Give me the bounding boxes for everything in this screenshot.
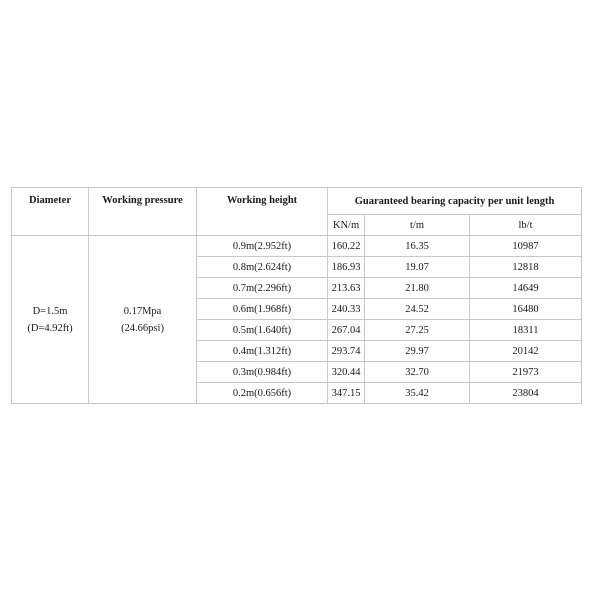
kn-per-m-cell: 186.93 <box>328 257 365 278</box>
header-diameter: Diameter <box>12 188 89 236</box>
t-per-m-cell: 21.80 <box>365 278 470 299</box>
t-per-m-cell: 29.97 <box>365 341 470 362</box>
diameter-metric: D=1.5m <box>32 305 68 317</box>
t-per-m-cell: 35.42 <box>365 383 470 404</box>
t-per-m-cell: 24.52 <box>365 299 470 320</box>
bearing-capacity-table <box>11 187 582 404</box>
diameter-cell <box>12 236 89 404</box>
kn-per-m-cell: 160.22 <box>328 236 365 257</box>
t-per-m-cell: 32.70 <box>365 362 470 383</box>
header-guaranteed-capacity: Guaranteed bearing capacity per unit length <box>328 188 582 215</box>
working-height-cell: 0.2m(0.656ft) <box>197 383 328 404</box>
working-height-cell: 0.5m(1.640ft) <box>197 320 328 341</box>
t-per-m-cell: 16.35 <box>365 236 470 257</box>
working-height-cell: 0.6m(1.968ft) <box>197 299 328 320</box>
working-height-cell: 0.3m(0.984ft) <box>197 362 328 383</box>
working-height-cell: 0.4m(1.312ft) <box>197 341 328 362</box>
lb-per-t-cell: 12818 <box>470 257 582 278</box>
t-per-m-cell: 27.25 <box>365 320 470 341</box>
kn-per-m-cell: 267.04 <box>328 320 365 341</box>
unit-header-kn-per-m: KN/m <box>328 215 365 236</box>
lb-per-t-cell: 20142 <box>470 341 582 362</box>
header-working-height: Working height <box>197 188 328 236</box>
lb-per-t-cell: 16480 <box>470 299 582 320</box>
kn-per-m-cell: 320.44 <box>328 362 365 383</box>
table-body <box>12 236 582 404</box>
kn-per-m-cell: 213.63 <box>328 278 365 299</box>
working-height-cell: 0.7m(2.296ft) <box>197 278 328 299</box>
kn-per-m-cell: 347.15 <box>328 383 365 404</box>
lb-per-t-cell: 23804 <box>470 383 582 404</box>
table-row <box>12 236 582 257</box>
diameter-imperial: (D=4.92ft) <box>27 322 73 334</box>
header-working-pressure: Working pressure <box>89 188 197 236</box>
pressure-cell <box>89 236 197 404</box>
lb-per-t-cell: 14649 <box>470 278 582 299</box>
lb-per-t-cell: 21973 <box>470 362 582 383</box>
lb-per-t-cell: 18311 <box>470 320 582 341</box>
pressure-metric: 0.17Mpa <box>123 305 162 317</box>
unit-header-lb-per-t: lb/t <box>470 215 582 236</box>
working-height-cell: 0.8m(2.624ft) <box>197 257 328 278</box>
unit-header-t-per-m: t/m <box>365 215 470 236</box>
lb-per-t-cell: 10987 <box>470 236 582 257</box>
kn-per-m-cell: 240.33 <box>328 299 365 320</box>
working-height-cell: 0.9m(2.952ft) <box>197 236 328 257</box>
pressure-imperial: (24.66psi) <box>121 322 164 334</box>
kn-per-m-cell: 293.74 <box>328 341 365 362</box>
t-per-m-cell: 19.07 <box>365 257 470 278</box>
